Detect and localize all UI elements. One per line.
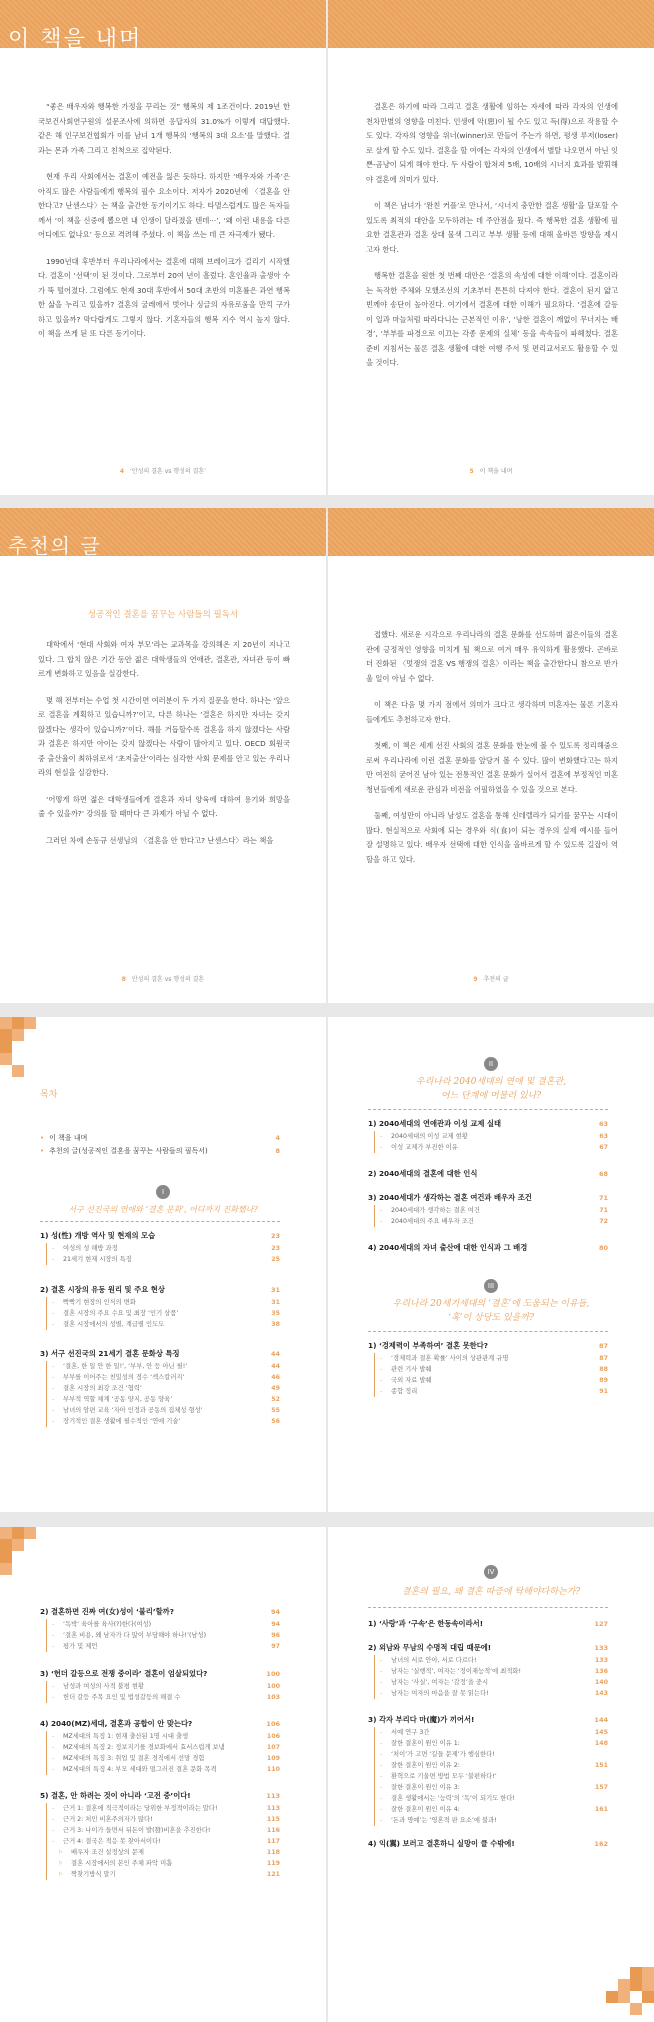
checker-decoration (24, 1017, 36, 1029)
toc-page-number: 145 (594, 1729, 608, 1736)
sub-title: 잘한 결혼이 원인 이유 2: (391, 1762, 460, 1769)
part-number-badge: II (484, 1057, 498, 1071)
sub-title: 2040세대가 생각하는 결혼 여건 (391, 1207, 480, 1214)
toc-page-number: 144 (594, 1716, 608, 1724)
paragraph: 현재 우리 사회에서는 결혼이 예전을 잃은 듯하다. 하지만 ‘배우자와 가족’은 아직도 많은 사람들에게 행복의 필수 요소이다. 저자가 2020년에 〈결혼을 안 한다고? 난센스다〉는 책을 출간한 동기이기도 하다. 타멸스럽게도 많은 독자들께서 ‘이 책을 신중에 뽑으면 내 인생이 달라졌을 텐데···’, ‘왜 이런 내용을 다른 어디에도 없나요’ 등으로 격려해 주셨다. 이 책을 쓰는 데 큰 자극제가 됐다. (38, 172, 290, 239)
sub-title: ‘돈과 명예’는 ‘영혼적 판 요소’에 불과! (391, 1817, 497, 1824)
toc-chapter[interactable] (368, 1191, 608, 1227)
toc-page-number: 127 (594, 1620, 608, 1628)
sub-title: 결혼 시장에서의 본인 주체 파악 미흡 (71, 1860, 173, 1867)
toc-page-number: 89 (599, 1377, 608, 1384)
chapter-title: 2) 외남와 무남의 수명적 대립 때문에! (368, 1643, 492, 1652)
sub-title: 국외 자료 발췌 (391, 1377, 432, 1384)
sub-title: MZ세대의 특징 3: 취업 및 결혼 경직에서 선망 경험 (63, 1755, 205, 1762)
divider (368, 1331, 608, 1332)
sub-title: 환혁으로 기울면 방법 모두 ‘불편하다!’ (391, 1773, 497, 1780)
sub-title: 이성 교제가 부진한 이유 (391, 1144, 458, 1151)
toc-chapter[interactable] (368, 1641, 608, 1699)
running-title: ‘안성의 결혼 vs 행성의 결혼’ (130, 468, 207, 475)
toc-page-number: 91 (599, 1388, 608, 1395)
checker-decoration (618, 1979, 630, 1991)
chapter-title: 1) ‘경제력이 부족하여’ 결혼 못한다? (368, 1341, 488, 1350)
section-title: 추천의 글 (8, 534, 102, 558)
page-footer (328, 466, 654, 475)
toc-page-number: 161 (594, 1806, 608, 1813)
sub-title: ‘처이’가 고면 ‘길들 문제’가 행심한다! (391, 1751, 495, 1758)
paragraph: 결혼은 하기에 따라 그리고 결혼 생활에 임하는 자세에 따라 각자의 인생에 천차만별의 영향을 미친다. 인생에 악(惡)이 될 수도 있고 득(得)으로 작용할 수도 있다. 각자의 영향을 위너(winner)로 만들어 주는가 하면, 평생 루저(loser)로 살게 할 수도 있다. 결혼을 할 여에는 각자의 인생에서 별탈 나오면서 아닌 잇쁜-곰냥이 되게 해야 한다. 두 사람이 합쳐져 5배, 10배의 시너지 효과를 발휘해야 결혼에 의미가 있다. (366, 102, 618, 184)
sub-title: 남녀의 서로 안아, 서로 다르다! (391, 1657, 477, 1664)
toc-page-number: 71 (598, 1194, 608, 1202)
toc-page-number: 87 (599, 1355, 608, 1362)
toc-page-number: 116 (266, 1827, 280, 1834)
toc-chapter[interactable] (40, 1283, 280, 1330)
sub-title: 남자는 ‘사실’, 여자는 ‘감정’을 중시 (391, 1679, 489, 1686)
toc-page-number: 97 (271, 1643, 280, 1650)
sub-title: 관련 기사 발췌 (391, 1366, 432, 1373)
toc-entry[interactable] (40, 1132, 280, 1145)
sub-title: 잘한 결혼이 원인 이유 3: (391, 1784, 460, 1791)
sub-title: ‘결혼, 한 일 안 한 일!’, ‘부부, 안 등 아닌 필!’ (63, 1363, 188, 1370)
toc-page-number: 49 (271, 1385, 280, 1392)
sub-title: 결혼 시장에서의 성별, 계급별 인도도 (63, 1321, 165, 1328)
toc-page-number: 106 (266, 1733, 280, 1740)
page-toc-right (328, 1017, 654, 1512)
sub-title: MZ세대의 특징 1: 현재 출산된 1명 시대 출생 (63, 1733, 189, 1740)
page-number: 5 (469, 468, 474, 475)
page-number: 8 (121, 976, 126, 983)
paragraph: 이 책은 남녀가 ‘완친 커플’로 만나서, ‘시너지 충만한 결혼 생활’을 달포할 수 있도록 최적의 대안을 모두하려는 데 주안점을 뒀다. 즉 행복한 결혼 생활에 필요한 결혼관과 결혼 상대 물색 그리고 부부 생활 등에 대해 올바른 방향을 제시고자 한다. (366, 201, 618, 254)
sub-title: MZ세대의 특징 4: 부모 세대와 멀그러진 결혼 문화 목격 (63, 1766, 217, 1773)
toc-entry-label: 이 책을 내며 (49, 1134, 88, 1142)
checker-decoration (0, 1551, 12, 1563)
page-toc-right-2 (328, 1527, 654, 2022)
recommendation-body (366, 628, 618, 879)
checker-decoration (0, 1527, 12, 1539)
toc-page-number: 68 (598, 1170, 608, 1178)
toc-page-number: 56 (271, 1418, 280, 1425)
checker-decoration (0, 1563, 12, 1575)
toc-page-number: 72 (599, 1218, 608, 1225)
chapter-title: 2) 결혼하면 진짜 여(女)성이 ‘불리’할까? (40, 1607, 174, 1616)
toc-chapter[interactable] (40, 1717, 280, 1775)
chapter-title: 3) 2040세대가 생각하는 결혼 여건과 배우자 조건 (368, 1193, 532, 1202)
chapter-title: 2) 2040세대의 결혼에 대한 인식 (368, 1169, 478, 1178)
toc-page-number: 119 (266, 1860, 280, 1867)
toc-page-number: 31 (271, 1299, 280, 1306)
toc-page-number: 80 (598, 1244, 608, 1252)
paragraph: 행복한 결혼을 원한 첫 번째 대안은 ‘결혼의 속성에 대한 이해’이다. 결혼이라는 독작한 주체와 모했조선의 기초부터 튼튼히 다져야 한다. 결혼이 된지 얇고 빈께야 송단이 높아진다. 여기에서 결혼에 대한 이해가 필요하다. ‘결혼에 갈등이 일과 마늘처럼 따라다니는 근본적인 이유’, ‘낭한 결혼이 깨없이 무너지는 배경’, ‘부부를 파경으로 이끄는 각종 문제의 실체’ 등을 속속들이 파헤쳤다. 결혼 준비 지침서는 물론 결혼 생활에 대한 여행 주서 및 편리교서로도 활용할 수 있을 것이다. (366, 271, 618, 367)
sub-title: 결혼 시장의 최강 조건 ‘협력’ (63, 1385, 142, 1392)
checker-decoration (24, 1527, 36, 1539)
toc-page-number: 67 (599, 1144, 608, 1151)
checker-decoration (630, 1967, 642, 1979)
page-footer (0, 974, 326, 983)
sub-title: 여성의 성 해방 과정 (63, 1245, 118, 1252)
toc-chapter[interactable] (40, 1229, 280, 1265)
checker-decoration (0, 1017, 12, 1029)
toc-page-number: 148 (594, 1740, 608, 1747)
sub-title: 21세기 현재 시장의 특징 (63, 1256, 132, 1263)
sub-title: 근거 3: 나이가 들면서 뒤돈이 발(發)비혼을 추진한다! (63, 1827, 211, 1834)
toc-page-number: 118 (266, 1849, 280, 1856)
checker-decoration (642, 1991, 654, 2003)
toc-chapter[interactable] (368, 1117, 608, 1153)
sub-title: 결혼 시장의 주요 수요 및 최장 ‘인기 상품’ (63, 1310, 179, 1317)
sub-title: 남성과 여성의 사적 불평 현황 (63, 1683, 144, 1690)
part-title: 서구 선진국의 연애와 ‘결혼 문화’, 어디까지 진화했나? (68, 1205, 258, 1214)
page-footer (0, 466, 326, 475)
page-preface-left (0, 0, 326, 495)
toc-chapter[interactable] (40, 1667, 280, 1703)
toc-page-number: 52 (271, 1396, 280, 1403)
toc-page-number: 151 (594, 1762, 608, 1769)
preface-body (366, 100, 618, 383)
sub-title: 짝찾기방식 말기 (71, 1871, 116, 1878)
toc-page-number: 115 (266, 1816, 280, 1823)
sub-title: 결혼 생활에서는 ‘능력’의 ‘독’이 되기도 한다! (391, 1795, 515, 1802)
paragraph: 첫째, 이 책은 세계 선진 사회의 결혼 문화를 한눈에 볼 수 있도록 정리해줌으로써 우리나라에 이런 결혼 문화를 앞당겨 볼 수 있다. 많이 변화했다고는 하지만 여전히 굳어진 남아 있는 전통적인 결혼 문화가 실어서 결혼에 부정적인 미혼 청년들에게 새로운 관심과 비전을 어필하였을 수 있을 것으로 본다. (366, 741, 618, 794)
toc-chapter[interactable] (368, 1617, 608, 1631)
toc-page-number: 94 (270, 1608, 280, 1616)
toc-page-number: 4 (275, 1134, 280, 1142)
checker-decoration (0, 1041, 12, 1053)
checker-decoration (642, 1979, 654, 1991)
part-number-badge: I (156, 1185, 170, 1199)
toc-page-number: 44 (270, 1350, 280, 1358)
recommendation-body (38, 638, 290, 860)
sub-title: ‘독박’ 육아를 육사(?)한다(여성) (63, 1621, 152, 1628)
sub-title: 남녀의 암편 교육 ‘자아 인정과 공동의 집체성 형성’ (63, 1407, 203, 1414)
toc-page-number: 100 (266, 1683, 280, 1690)
sub-title: 2040세대의 주요 배우자 조건 (391, 1218, 474, 1225)
part-title: 어느 단계에 머물러 있나? (440, 1091, 542, 1101)
checker-decoration (606, 1991, 618, 2003)
toc-page-number: 157 (594, 1784, 608, 1791)
divider (368, 1109, 608, 1110)
chapter-title: 4) 익(翼) 보러고 결혼하니 실망이 클 수밖에! (368, 1839, 515, 1848)
toc-page-number: 110 (266, 1766, 280, 1773)
toc-page-number: 55 (271, 1407, 280, 1414)
divider (368, 1607, 608, 1608)
paragraph: 접했다. 새로운 시각으로 우리나라의 결혼 문화를 선도하며 젊은이들의 결혼관에 긍정적인 영향을 미치게 될 책으로 여겨 매우 유익하게 활용했다. 곤바로 더 진화된 〈멋쟁의 결혼 VS 행쟁의 결혼〉이라는 책을 출간한다니 참으로 반가울 일이 아닐 수 없다. (366, 630, 618, 683)
part-number-badge: IV (484, 1565, 498, 1579)
sub-title: ‘경제력과 결혼 확률’ 사이의 상관관계 규명 (391, 1355, 509, 1362)
checker-decoration (12, 1539, 24, 1551)
page-recommendation-left (0, 508, 326, 1003)
toc-page-number: 71 (599, 1207, 608, 1214)
page-recommendation-right (328, 508, 654, 1003)
sub-title: 근거 4: 결국은 적응 못 찾아서이다! (63, 1838, 161, 1845)
toc-page-number: 113 (266, 1792, 280, 1800)
sub-title: MZ세대의 특징 2: 정보지기를 경보화에서 효서스럽게 보냄 (63, 1744, 225, 1751)
checker-decoration (0, 1539, 12, 1551)
sub-title: 근거 2: 처민 비혼주의자가 많다! (63, 1816, 153, 1823)
paragraph: ‘어떻게 하면 젊은 대학생들에게 결혼과 자녀 양육에 대하여 용기와 희망을 줄 수 있을까?’ 강의를 할 때마다 큰 과제가 아닐 수 없다. (38, 794, 290, 818)
page-number: 9 (473, 976, 478, 983)
part-title: 우리나라 2040세대의 연애 및 결혼관, (415, 1077, 567, 1087)
toc-page-number: 133 (594, 1644, 608, 1652)
page-number: 4 (119, 468, 125, 475)
toc-chapter[interactable] (368, 1713, 608, 1826)
header-band (328, 508, 654, 556)
toc-page-number: 133 (594, 1657, 608, 1664)
chapter-title: 2) 결혼 시장의 유동 원리 및 주요 현상 (40, 1285, 165, 1294)
chapter-title: 3) ‘헌더 갈등으로 전쟁 중이라’ 결혼이 엄살되었다? (40, 1669, 208, 1678)
paragraph: “좋은 배우자와 행복한 가정을 꾸리는 것” 행복의 제 1조건이다. 2019년 한국보건사회연구원의 설문조사에 의하면 응답자의 31.0%가 이렇게 대답했다. 같은 해 인구보건협회가 이를 남녀 1개 행복의 ‘행복의 3대 요소’를 말했다. 결과는 몬과 가족 그리고 친척으로 집약된다. (38, 102, 290, 155)
sub-title: 남자는 ‘실행적’, 여자는 ‘정이재능적’에 최적화! (391, 1668, 522, 1675)
toc-page-number: 96 (271, 1632, 280, 1639)
toc-preface-list (40, 1132, 280, 1158)
sub-title: 2040세대의 이성 교제 현황 (391, 1133, 468, 1140)
toc-chapter[interactable] (368, 1167, 608, 1181)
sub-title: 서예 연구 3간 (391, 1729, 430, 1736)
chapter-title: 1) ‘사랑’과 ‘구속’은 한동속이라서! (368, 1619, 484, 1628)
paragraph: 그러던 차에 손동규 선생님의 〈결혼을 안 한다고? 난센스다〉라는 책을 (46, 835, 274, 845)
sub-title: 근거 1: 결혼에 적극적이라는 당위한 부정적이라는 말다! (63, 1805, 218, 1812)
divider (40, 1221, 280, 1222)
toc-page-number: 44 (271, 1363, 280, 1370)
toc-page-number: 35 (271, 1310, 280, 1317)
paragraph: 1990년대 후반부터 우리나라에서는 결혼에 대해 브레이크가 걸리기 시작했다. 결혼이 ‘선택’이 된 것이다. 그로부터 20여 년이 흘렀다. 혼인율과 출생아 수가 뚝 떨어졌다. 그럼에도 현재 30대 후반에서 50대 초반의 미혼률은 과연 행복한 삶을 누리고 있을까? 결혼의 굴레에서 벗어나 싱글의 자유로움을 만끽 구가하고 있을까? 막다랍게도 그렇지 않다. 기혼자들의 행복 지수 역시 높지 않다. 이 책을 쓰게 된 또 다른 동기이다. (38, 256, 290, 338)
running-title: 추천의 글 (483, 976, 509, 983)
checker-decoration (12, 1017, 24, 1029)
toc-page-number: 88 (599, 1366, 608, 1373)
checker-decoration (618, 1991, 630, 2003)
toc-page-number: 31 (270, 1286, 280, 1294)
page-footer (328, 974, 654, 983)
preface-body (38, 100, 290, 354)
toc-entry[interactable] (40, 1145, 280, 1158)
checker-decoration (630, 1979, 642, 1991)
sub-title: 장기적인 결혼 생활에 필수적인 ‘연애 기술’ (63, 1418, 181, 1425)
running-title: 안성의 결혼 vs 행성의 결혼 (131, 976, 205, 983)
checker-decoration (0, 1029, 12, 1041)
sub-title: 헌더 갈등 주목 요인 및 법성갈등의 해결 수 (63, 1694, 181, 1701)
toc-page-number: 121 (266, 1871, 280, 1878)
chapter-title: 1) 성(性) 개방 역사 및 현재의 모습 (40, 1231, 156, 1240)
toc-page-number: 109 (266, 1755, 280, 1762)
toc-page-number: 8 (275, 1147, 280, 1155)
toc-page-number: 87 (598, 1342, 608, 1350)
checker-decoration (12, 1065, 24, 1077)
sub-title: 배우자 조건 설정상의 문제 (71, 1849, 144, 1856)
paragraph: 이 책은 다음 몇 가지 점에서 의미가 크다고 생각하며 미혼자는 물론 기혼자들에게도 추천하고자 한다. (366, 700, 618, 724)
toc-page-number: 106 (266, 1720, 280, 1728)
toc-page-number: 113 (266, 1805, 280, 1812)
toc-page-number: 143 (594, 1690, 608, 1697)
chapter-title: 5) 결혼, 안 하려는 것이 아니라 ‘고전 중’이다! (40, 1791, 191, 1800)
paragraph: 둘째, 여성만이 아니라 남성도 결혼을 통해 신데렐라가 되기를 꿈꾸는 시대이 많다. 현실적으로 사회에 되는 경우와 식(食)이 되는 경우의 실제 예시를 들어 잘 설명하고 있다. 배우자 선택에 대한 인식을 올바르게 할 수 있도록 길잡이 역할을 하고 있다. (366, 811, 618, 864)
section-title: 이 책을 내며 (8, 27, 143, 52)
toc-page-number: 38 (271, 1321, 280, 1328)
sub-title: 부부를 이어주는 친밀성의 정수 ‘섹스칼러지’ (63, 1374, 185, 1381)
paragraph: 몇 해 전부터는 수업 첫 시간이면 여러분이 두 가지 질문을 한다. 하나는 ‘앞으로 결혼을 계획하고 있습니까?’이고, 다른 하나는 ‘결혼은 하지만 자녀는 갖지 않겠다는 생각이 있습니까?’이다. 해를 거듭할수록 결혼을 하지 않겠다는 사람과 결혼은 하지만 아이는 갖지 않겠다는 사람이 많아지고 있다. OECD 회원국 중 출산율이 최하위로서 ‘초저출산’이라는 심각한 사회 문제를 안고 있는 우리나라의 현실을 실감한다. (38, 695, 290, 777)
paragraph: 대학에서 ‘현대 사회와 여자 부모’라는 교과목을 강의해온 지 20년이 지나고 있다. 그 합치 않은 기간 동안 젊은 대학생들의 연애관, 결혼관, 자녀관 등이 빠르게 변화하고 있음을 실감한다. (38, 640, 290, 678)
chapter-title: 3) 각자 부리다 마(魔)가 끼어서! (368, 1715, 475, 1724)
toc-chapter[interactable] (40, 1789, 280, 1880)
sub-title: 부부적 역할 체계 ‘공동 양지, 공동 양육’ (63, 1396, 173, 1403)
sub-title: ‘결혼 비용, 왜 남자가 다 많이 부담해야 하나!’(남성) (63, 1632, 207, 1639)
page-preface-right (328, 0, 654, 495)
checker-decoration (12, 1527, 24, 1539)
toc-page-number: 23 (271, 1245, 280, 1252)
sub-title: 잘한 결혼이 원인 이유 1: (391, 1740, 460, 1747)
toc-chapter[interactable] (368, 1837, 608, 1851)
toc-chapter[interactable] (40, 1605, 280, 1652)
sub-title: 빡빡기 현장의 인식의 변화 (63, 1299, 136, 1306)
header-band (328, 0, 654, 48)
part-title: 우리나라 20세기세대의 ‘결혼’에 도움되는 이유들, (392, 1299, 590, 1309)
part-title: ‘혹’이 상당도 있을까? (448, 1313, 534, 1323)
toc-page-number: 25 (271, 1256, 280, 1263)
checker-decoration (12, 1029, 24, 1041)
chapter-title: 3) 서구 선진국의 21세기 결혼 문화상 특징 (40, 1349, 180, 1358)
recommendation-subtitle: 성공적인 결혼을 꿈꾸는 사람들의 필독서 (87, 610, 239, 620)
chapter-title: 4) 2040세대의 자녀 출산에 대한 인식과 그 배경 (368, 1243, 528, 1252)
toc-page-number: 63 (599, 1133, 608, 1140)
toc-page-number: 136 (594, 1668, 608, 1675)
checker-decoration (0, 1053, 12, 1065)
sub-title: 종합 정리 (391, 1388, 418, 1395)
page-toc-left (0, 1017, 326, 1512)
toc-page-number: 140 (594, 1679, 608, 1686)
page-toc-left-2 (0, 1527, 326, 2022)
toc-page-number: 117 (266, 1838, 280, 1845)
running-title: 이 책을 내며 (479, 468, 513, 475)
toc-label: 목차 (40, 1090, 58, 1100)
toc-chapter[interactable] (40, 1347, 280, 1427)
part-title: 결혼의 필요, 왜 결혼 따증에 탁해야다하는가? (401, 1587, 581, 1597)
chapter-title: 1) 2040세대의 연애관과 이성 교제 실태 (368, 1119, 502, 1128)
sub-title: 평가 및 제언 (63, 1643, 98, 1650)
toc-page-number: 94 (271, 1621, 280, 1628)
checker-decoration (642, 1967, 654, 1979)
toc-page-number: 23 (270, 1232, 280, 1240)
toc-chapter[interactable] (368, 1241, 608, 1255)
checker-decoration (630, 2003, 642, 2015)
toc-page-number: 63 (598, 1120, 608, 1128)
sub-title: 잘한 결혼이 원인 이유 4: (391, 1806, 460, 1813)
toc-page-number: 162 (594, 1840, 608, 1848)
toc-page-number: 107 (266, 1744, 280, 1751)
toc-entry-label: 추천의 글(성공적인 결혼을 꿈꾸는 사람들의 필독서) (49, 1147, 208, 1155)
toc-chapter[interactable] (368, 1339, 608, 1397)
toc-page-number: 100 (266, 1670, 280, 1678)
toc-page-number: 46 (271, 1374, 280, 1381)
part-number-badge: III (484, 1279, 498, 1293)
chapter-title: 4) 2040(MZ)세대, 결혼과 공합이 안 맞는다? (40, 1719, 193, 1728)
sub-title: 남자는 여자의 마음을 잘 못 읽는다! (391, 1690, 489, 1697)
toc-page-number: 103 (266, 1694, 280, 1701)
